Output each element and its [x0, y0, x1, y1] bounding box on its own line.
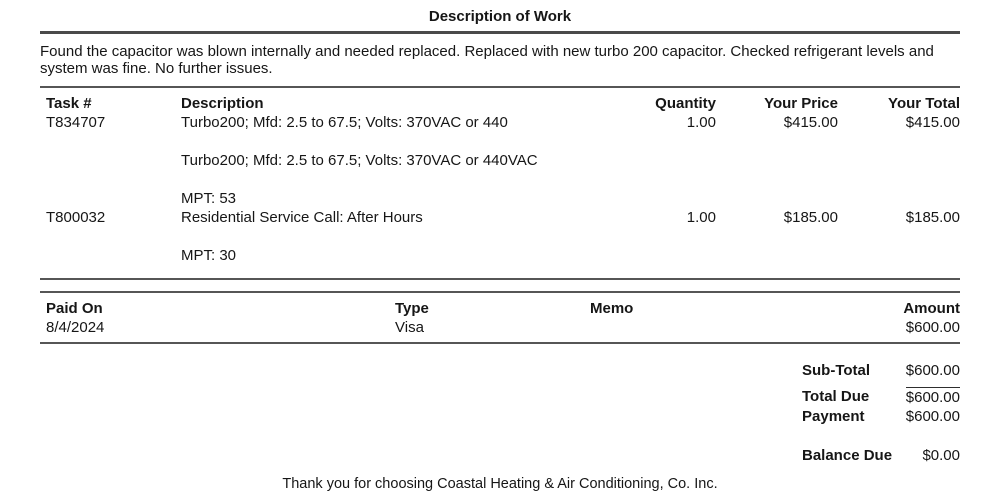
item-total: [838, 246, 960, 265]
item-task: T800032: [46, 209, 106, 226]
payments-header-paid-on: Paid On: [46, 300, 103, 317]
totals-block: [802, 361, 960, 465]
item-price: [716, 246, 838, 265]
item-total: $185.00: [905, 209, 960, 226]
payment-row: [40, 318, 960, 337]
invoice-content: [40, 8, 960, 493]
table-row: [40, 189, 960, 208]
item-description: Residential Service Call: After Hours: [181, 209, 423, 226]
table-row: [40, 208, 960, 227]
payment-paid-on: 8/4/2024: [46, 319, 105, 336]
item-description: Turbo200; Mfd: 2.5 to 67.5; Volts: 370VAC or 440: [181, 114, 508, 131]
item-task: [46, 189, 181, 208]
footer-thank-you: Thank you for choosing Coastal Heating & Air Conditioning, Co. Inc.: [282, 476, 718, 492]
item-price: [716, 189, 838, 208]
payment-total-value: $600.00: [905, 408, 960, 425]
item-quantity: [586, 189, 716, 208]
table-row: [40, 246, 960, 265]
payments-start-rule: [40, 291, 960, 293]
items-header-quantity: Quantity: [655, 95, 716, 112]
payments-end-rule: [40, 342, 960, 344]
item-total: [838, 151, 960, 170]
balance-due-label: Balance Due: [802, 447, 893, 464]
payment-type: Visa: [395, 319, 424, 336]
items-end-rule: [40, 278, 960, 280]
item-task: T834707: [46, 114, 106, 131]
subtotal-row: [802, 361, 960, 380]
balance-due-value: $0.00: [922, 447, 960, 464]
item-quantity: [586, 246, 716, 265]
item-description: Turbo200; Mfd: 2.5 to 67.5; Volts: 370VAC or 440VAC: [181, 152, 538, 169]
item-description: MPT: 30: [181, 247, 237, 264]
work-description: Found the capacitor was blown internally and needed replaced. Replaced with new turbo 200 capacitor. Checked refrigerant levels and system was fine. No further issues.: [40, 43, 934, 77]
items-header-row: [40, 94, 960, 113]
item-quantity: 1.00: [686, 209, 716, 226]
items-header-price: Your Price: [764, 95, 838, 112]
subtotal-value: $600.00: [905, 362, 960, 379]
total-due-value: $600.00: [905, 389, 960, 406]
total-due-label: Total Due: [802, 388, 870, 405]
total-due-row: [802, 387, 960, 407]
title-rule: [40, 31, 960, 34]
table-row: [40, 113, 960, 132]
item-price: $415.00: [783, 114, 838, 131]
payment-memo: [590, 318, 830, 337]
item-quantity: [586, 151, 716, 170]
payments-header-memo: Memo: [590, 300, 634, 317]
items-header-description: Description: [181, 95, 264, 112]
item-price: [716, 151, 838, 170]
description-rule: [40, 86, 960, 88]
payment-total-label: Payment: [802, 408, 865, 425]
item-price: $185.00: [783, 209, 838, 226]
payment-amount: $600.00: [905, 319, 960, 336]
payments-table: [40, 299, 960, 337]
payments-header-amount: Amount: [903, 300, 960, 317]
payment-total-row: [802, 407, 960, 426]
subtotal-label: Sub-Total: [802, 362, 871, 379]
item-task: [46, 246, 181, 265]
item-task: [46, 151, 181, 170]
items-header-total: Your Total: [888, 95, 960, 112]
item-total: [838, 189, 960, 208]
payments-header-type: Type: [395, 300, 429, 317]
item-description: MPT: 53: [181, 190, 237, 207]
balance-due-row: [802, 446, 960, 465]
items-header-task: Task #: [46, 95, 92, 112]
page-title: Description of Work: [428, 8, 572, 25]
item-quantity: 1.00: [686, 114, 716, 131]
table-row: [40, 151, 960, 170]
payments-header-row: [40, 299, 960, 318]
item-total: $415.00: [905, 114, 960, 131]
items-table: [40, 94, 960, 265]
